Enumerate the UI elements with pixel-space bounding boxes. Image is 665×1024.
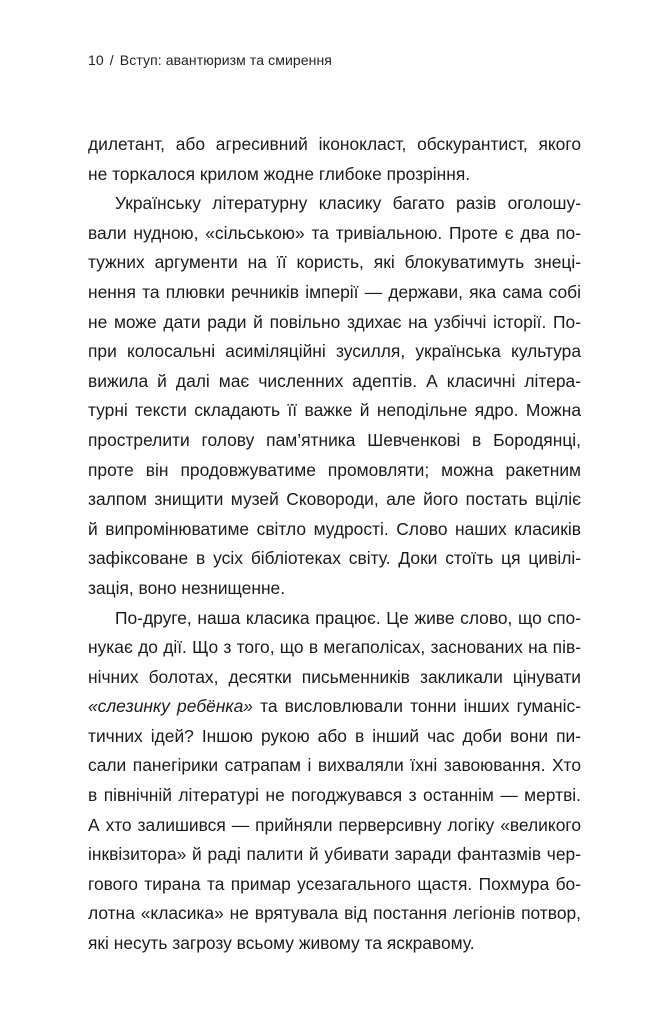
text-line: прострелити голову пам’ятника Шевченкові в Бородянці,	[88, 429, 581, 450]
text-line: проте він продовжуватиме промовляти; можна ракетним	[88, 459, 581, 480]
text-line: нічних болотах, десятки письменників закликали цінувати	[88, 666, 581, 687]
text-line: при колосальні асиміляційні зусилля, українська культура	[88, 341, 581, 362]
text-line: тужних аргументи на її користь, які блокуватимуть знеці-	[88, 252, 581, 273]
text-line: в північній літературі не погоджувався з останнім — мертві.	[88, 785, 581, 806]
quote-continuation: та висловлювали тонни інших гуманіс-	[252, 696, 581, 717]
text-line: зафіксоване в усіх бібліотеках світу. Доки стоїть ця цивілі-	[88, 548, 581, 569]
text-line: нукає до дії. Що з того, що в мегаполісах, заснованих на пів-	[88, 637, 581, 658]
chapter-title: Вступ: авантюризм та смирення	[119, 52, 332, 68]
text-line: й випромінюватиме світло мудрості. Слово наших класиків	[88, 518, 581, 539]
text-line: які несуть загрозу всьому живому та яскравому.	[88, 933, 475, 954]
text-line: тичних ідей? Іншою рукою або в інший час доби вони пи-	[88, 725, 581, 746]
header-separator: /	[109, 52, 114, 68]
text-line: лотна «класика» не врятувала від постання легіонів потвор,	[88, 903, 581, 924]
text-line: інквізитора» й раді палити й убивати заради фантазмів чер-	[88, 844, 581, 865]
text-line: зація, воно незнищенне.	[88, 577, 286, 598]
text-line: гового тирана та примар усезагального щастя. Похмура бо-	[88, 873, 581, 894]
text-line	[88, 692, 581, 722]
text-line: А хто залишився — прийняли перверсивну логіку «великого	[88, 814, 581, 835]
text-line: залпом знищити музей Сковороди, але його постать вціліє	[88, 489, 581, 510]
text-line: не може дати ради й повільно здихає на узбіччі історії. По-	[88, 311, 581, 332]
text-line: не торкалося крилом жодне глибоке прозріння.	[88, 163, 471, 184]
text-line: сали панегірики сатрапам і вихваляли їхні завоювання. Хто	[88, 755, 581, 776]
text-line: нення та плювки речників імперії — держави, яка сама собі	[88, 281, 581, 302]
text-line: дилетант, або агресивний іконокласт, обскурантист, якого	[88, 134, 581, 154]
page-number: 10	[88, 52, 104, 68]
text-line: вижила й далі має численних адептів. А класичні літера-	[88, 370, 581, 391]
running-head	[88, 52, 332, 68]
text-line: Українську літературну класику багато разів оголошу-	[115, 193, 581, 214]
text-line: По-друге, наша класика працює. Це живе слово, що спо-	[115, 607, 581, 628]
body-text	[88, 130, 581, 959]
italic-quote: «слезинку ребёнка»	[88, 696, 253, 717]
text-line: вали нудною, «сільською» та тривіальною. Проте є два по-	[88, 222, 581, 243]
text-line: турні тексти складають її важке й неподільне ядро. Можна	[88, 400, 581, 421]
